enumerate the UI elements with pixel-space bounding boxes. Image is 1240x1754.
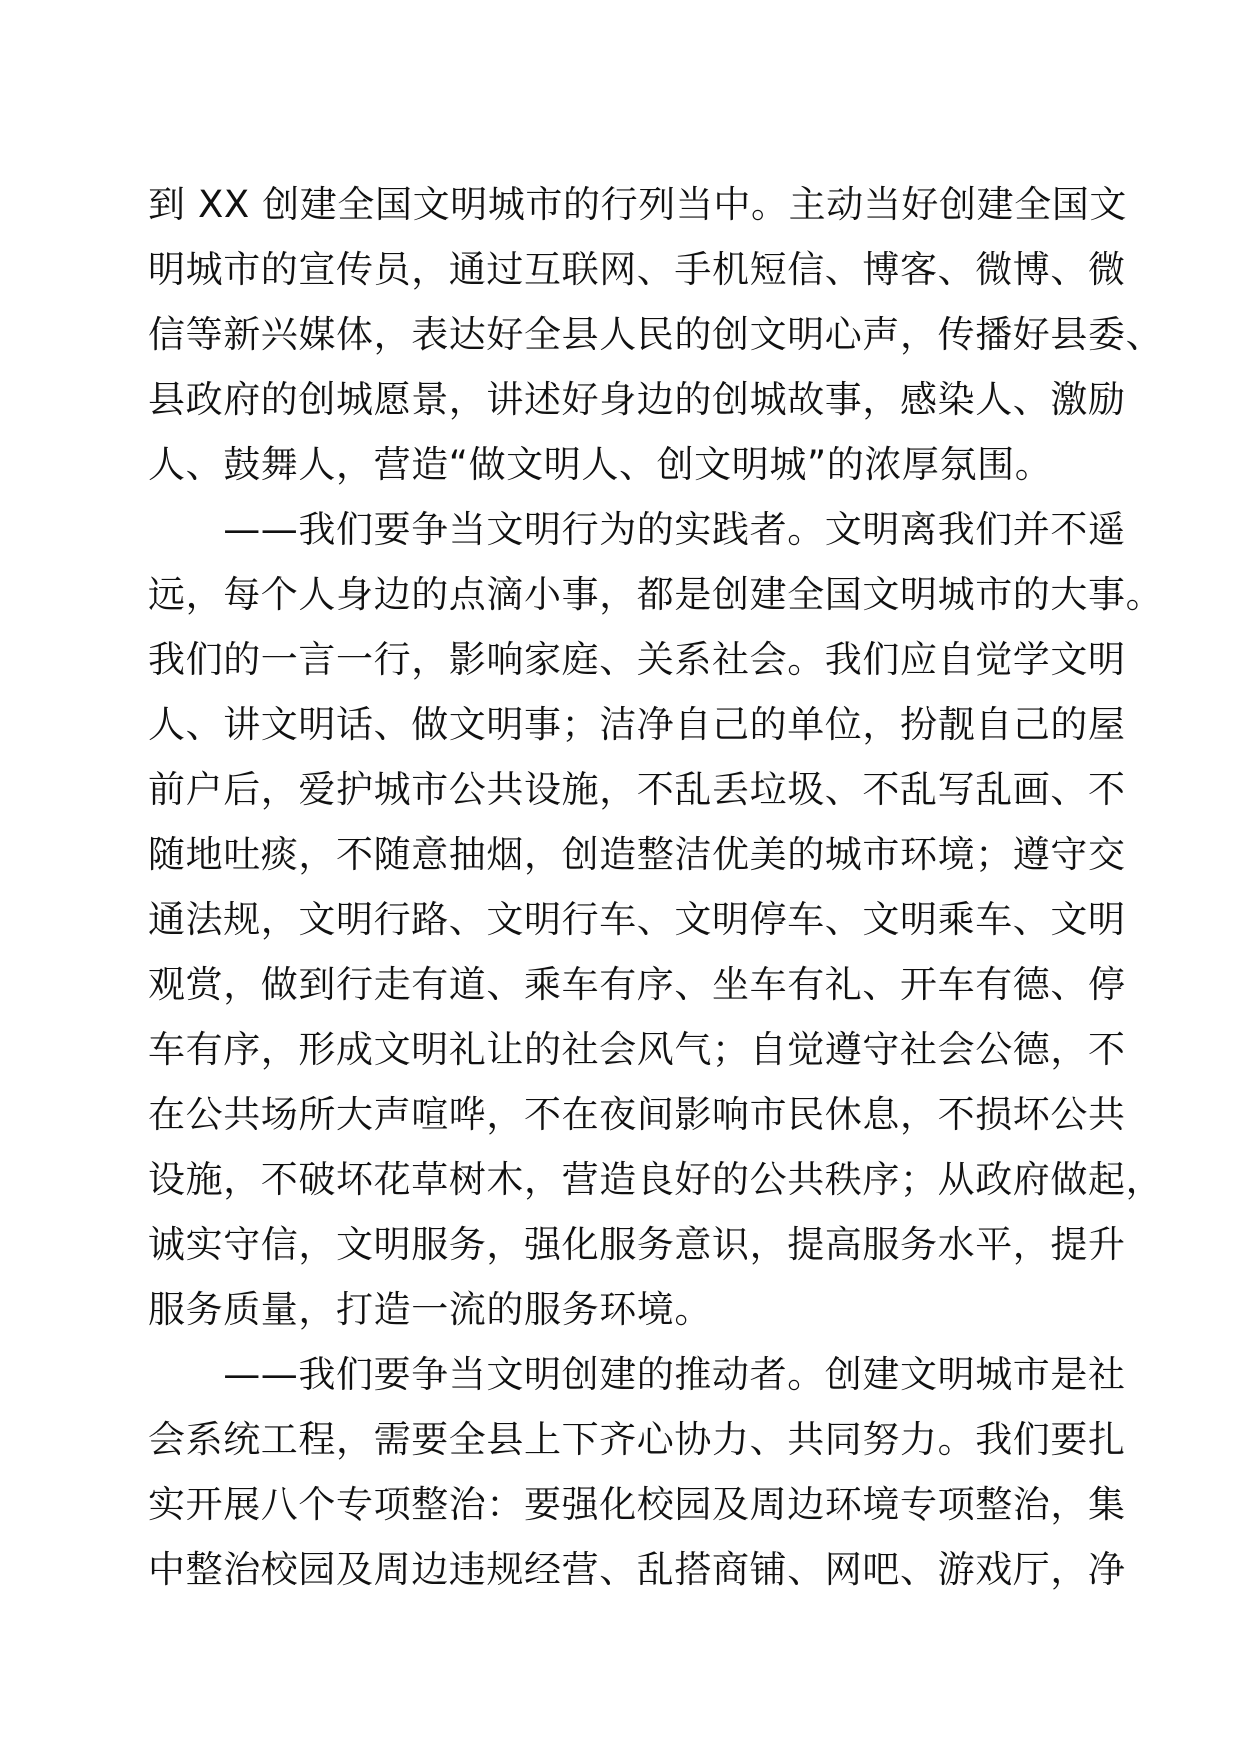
text-line: 远，每个人身边的点滴小事，都是创建全国文明城市的大事。 — [148, 573, 1164, 616]
text-line: 随地吐痰，不随意抽烟，创造整洁优美的城市环境；遵守交 — [148, 833, 1126, 876]
text-line: 会系统工程，需要全县上下齐心协力、共同努力。我们要扎 — [148, 1418, 1126, 1461]
text-line: 前户后，爱护城市公共设施，不乱丢垃圾、不乱写乱画、不 — [148, 768, 1126, 811]
text-line: 在公共场所大声喧哗，不在夜间影响市民休息，不损坏公共 — [148, 1093, 1126, 1136]
text-line: 服务质量，打造一流的服务环境。 — [148, 1288, 712, 1331]
text-line: 信等新兴媒体，表达好全县人民的创文明心声，传播好县委、 — [148, 313, 1164, 356]
text-line: 设施，不破坏花草树木，营造良好的公共秩序；从政府做起， — [148, 1158, 1164, 1201]
text-line: 县政府的创城愿景，讲述好身边的创城故事，感染人、激励 — [148, 378, 1126, 421]
text-line: 人、鼓舞人，营造“做文明人、创文明城”的浓厚氛围。 — [148, 443, 1053, 486]
text-line: 实开展八个专项整治：要强化校园及周边环境专项整治，集 — [148, 1483, 1126, 1526]
text-line: ——我们要争当文明行为的实践者。文明离我们并不遥 — [148, 508, 1126, 551]
text-line: 通法规，文明行路、文明行车、文明停车、文明乘车、文明 — [148, 898, 1126, 941]
text-line: 到 XX 创建全国文明城市的行列当中。主动当好创建全国文 — [148, 183, 1128, 226]
text-line: 明城市的宣传员，通过互联网、手机短信、博客、微博、微 — [148, 248, 1126, 291]
text-line: 中整治校园及周边违规经营、乱搭商铺、网吧、游戏厅，净 — [148, 1548, 1126, 1591]
text-line: ——我们要争当文明创建的推动者。创建文明城市是社 — [148, 1353, 1126, 1396]
text-line: 我们的一言一行，影响家庭、关系社会。我们应自觉学文明 — [148, 638, 1126, 681]
text-line: 观赏，做到行走有道、乘车有序、坐车有礼、开车有德、停 — [148, 963, 1126, 1006]
body-text — [148, 172, 1164, 1602]
text-line: 车有序，形成文明礼让的社会风气；自觉遵守社会公德，不 — [148, 1028, 1126, 1071]
text-line: 人、讲文明话、做文明事；洁净自己的单位，扮靓自己的屋 — [148, 703, 1126, 746]
text-line: 诚实守信，文明服务，强化服务意识，提高服务水平，提升 — [148, 1223, 1126, 1266]
